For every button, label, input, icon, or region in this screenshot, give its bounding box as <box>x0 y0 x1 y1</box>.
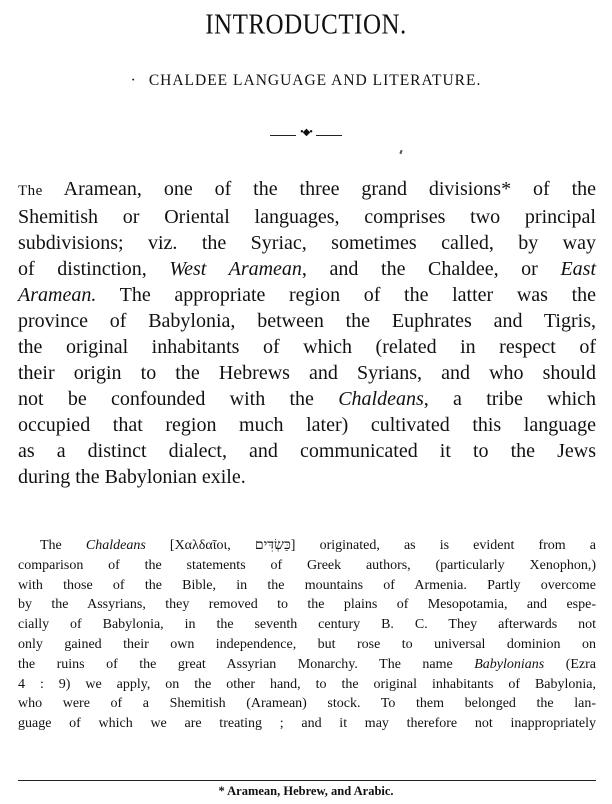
note-line: by the Assyrians, they removed to the plains of Mesopotamia, and espe- <box>18 597 596 613</box>
page-title: INTRODUCTION. <box>205 10 407 41</box>
ornament-line-right <box>316 135 342 136</box>
note-line: 4 : 9) we apply, on the other hand, to the original inhabitants of Babylonia, <box>18 676 596 692</box>
hebrew-word: כַּשְׂדִּים <box>254 538 291 553</box>
main-line: their origin to the Hebrews and Syrians, and who should <box>18 362 596 384</box>
term-east: East <box>560 258 596 280</box>
ink-speck <box>399 150 402 154</box>
main-line: of distinction, West Aramean, and the Chaldee, or East <box>18 258 596 280</box>
greek-word: Χαλδαῖοι <box>174 538 228 553</box>
initial-word: The <box>18 183 43 199</box>
main-line: The Aramean, one of the three grand divisions* of the <box>18 178 596 200</box>
note-line: The Chaldeans [Χαλδαῖοι, כַּשְׂדִּים] originated, as is evident from a <box>40 538 597 553</box>
note-line: comparison of the statements of Greek authors, (particularly Xenophon,) <box>18 557 596 573</box>
main-line: Aramean. The appropriate region of the latter was the <box>18 284 596 306</box>
main-line: the original inhabitants of which (related in respect of <box>18 336 596 358</box>
term-west-aramean: West Aramean <box>169 258 302 280</box>
note-paragraph <box>18 536 596 734</box>
subtitle-mark: · <box>130 72 137 89</box>
subtitle-text: CHALDEE LANGUAGE AND LITERATURE. <box>148 72 482 89</box>
footnote: * Aramean, Hebrew, and Arabic. <box>218 784 394 798</box>
main-line: during the Babylonian exile. <box>18 466 246 488</box>
note-line: with those of the Bible, in the mountains of Armenia. Partly overcome <box>18 577 596 593</box>
note-term-babylonians: Babylonians <box>474 656 545 672</box>
main-line: province of Babylonia, between the Euphrates and Tigris, <box>18 310 596 332</box>
term-chaldeans: Chaldeans <box>338 388 424 410</box>
note-line: who were of a Shemitish (Aramean) stock. To them belonged the lan- <box>18 696 596 712</box>
ornament-line-left <box>270 135 296 136</box>
note-line: guage of which we are treating ; and it may therefore not inappropriately <box>18 716 596 732</box>
term-aramean: Aramean. <box>18 284 97 306</box>
main-line: subdivisions; viz. the Syriac, sometimes called, by way <box>18 232 596 254</box>
main-line: occupied that region much later) cultivated this language <box>18 414 596 436</box>
note-line: only gained their own independence, but rose to universal dominion on <box>18 636 596 652</box>
note-line: cially of Babylonia, in the seventh century B. C. They afterwards not <box>18 617 596 633</box>
note-term-chaldeans: Chaldeans <box>85 538 146 553</box>
ornament-dots: •◆• <box>300 127 312 138</box>
main-paragraph <box>18 176 596 490</box>
section-subtitle <box>0 72 612 90</box>
main-line: not be confounded with the Chaldeans, a tribe which <box>18 388 597 410</box>
footnote-rule <box>18 780 596 781</box>
main-line: Shemitish or Oriental languages, comprises two principal <box>18 206 596 228</box>
main-line: as a distinct dialect, and communicated it to the Jews <box>18 440 596 462</box>
note-line: the ruins of the great Assyrian Monarchy. The name Babylonians (Ezra <box>18 656 596 672</box>
title-ornament <box>270 127 342 140</box>
